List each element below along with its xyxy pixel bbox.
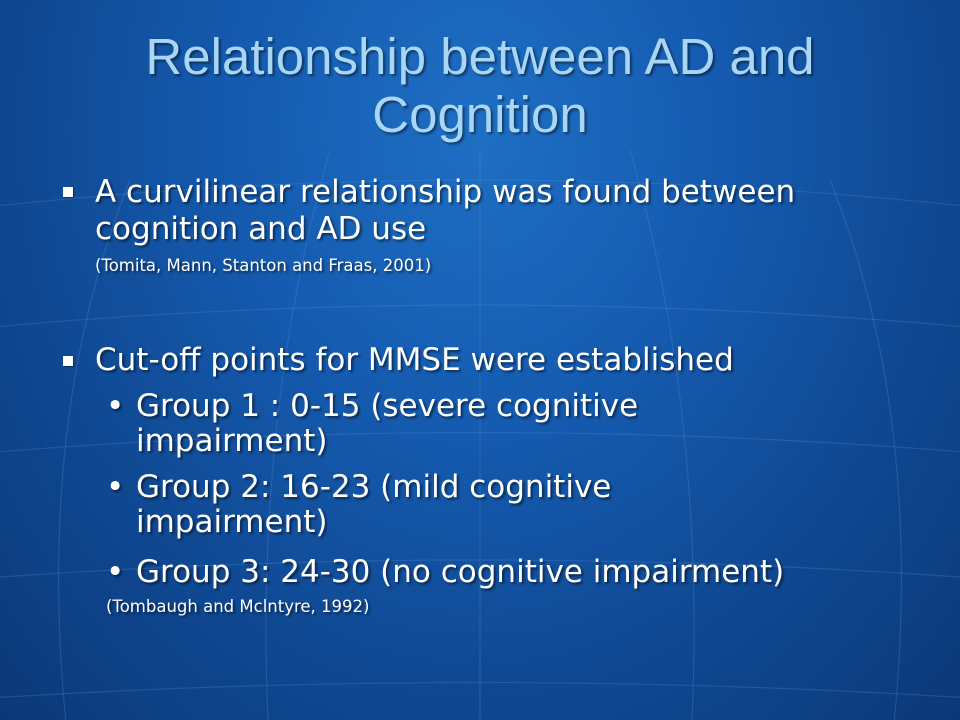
dot-bullet-icon: • (106, 469, 125, 505)
dot-bullet-icon: • (106, 388, 125, 424)
square-bullet-icon (63, 356, 73, 366)
slide-title (0, 28, 960, 144)
square-bullet-icon (63, 187, 73, 197)
slide-title-line1: Relationship between AD and (145, 28, 815, 85)
slide-title-line2: Cognition (372, 86, 588, 143)
group2-line2: impairment) (136, 504, 328, 540)
bullet1-citation: (Tomita, Mann, Stanton and Fraas, 2001) (95, 256, 432, 275)
dot-bullet-icon: • (106, 554, 125, 590)
group3-line1: Group 3: 24-30 (no cognitive impairment) (136, 554, 785, 590)
bullet1-line1: A curvilinear relationship was found between (95, 174, 796, 210)
group2-line1: Group 2: 16-23 (mild cognitive (136, 469, 612, 505)
bullet2-line1: Cut-off points for MMSE were established (95, 342, 734, 378)
bullet2-citation: (Tombaugh and Mclntyre, 1992) (106, 597, 370, 616)
bullet1-line2: cognition and AD use (95, 211, 427, 247)
group1-line1: Group 1 : 0-15 (severe cognitive (136, 388, 639, 424)
group1-line2: impairment) (136, 423, 328, 459)
